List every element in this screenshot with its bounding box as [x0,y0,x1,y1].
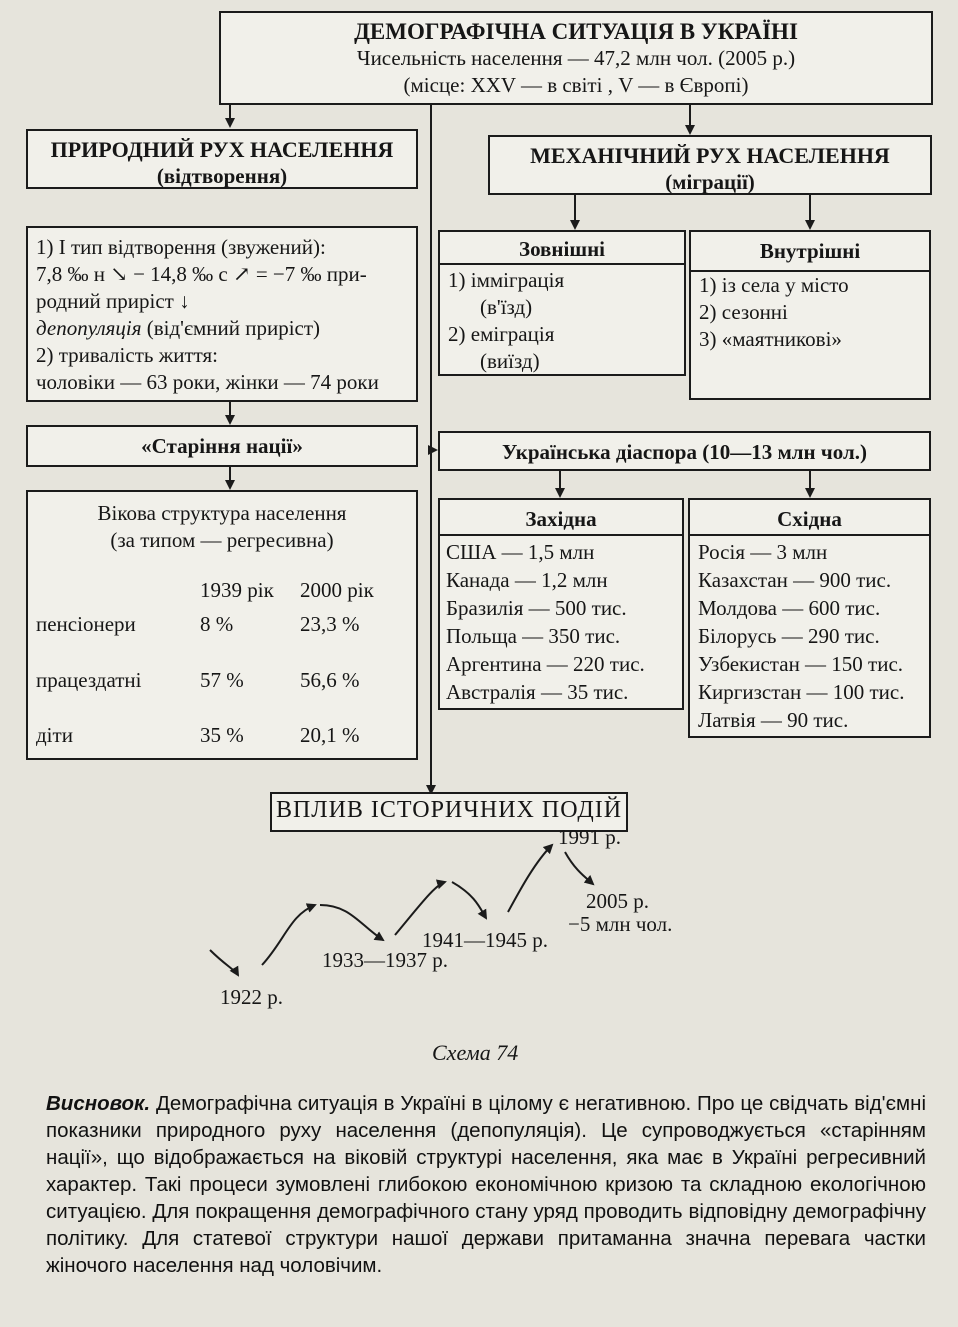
east-latvia: Латвія — 90 тис. [698,708,849,732]
emigration-note: (виїзд) [480,349,540,373]
diaspora-box [438,431,931,471]
age-structure-subtitle: (за типом — регресивна) [110,528,334,552]
population-loss: −5 млн чол. [568,912,673,936]
east-belarus: Білорусь — 290 тис. [698,624,880,648]
depopulation-line [36,315,408,342]
natural-movement-box [26,129,418,189]
pensioners-1939: 8 % [200,612,234,636]
natural-growth: родний приріст ↓ [36,289,190,313]
diaspora-title: Українська діаспора (10—13 млн чол.) [502,440,867,464]
seasonal-item: 2) сезонні [699,300,788,324]
mechanical-movement-subtitle: (міграції) [665,170,755,194]
schema-caption: Схема 74 [432,1040,519,1065]
event-1933-1937: 1933—1937 р. [322,948,448,972]
mechanical-movement-title: МЕХАНІЧНИЙ РУХ НАСЕЛЕННЯ [530,143,890,168]
east-uzbekistan: Узбекистан — 150 тис. [698,652,904,676]
conclusion-paragraph [46,1090,926,1279]
west-canada: Канада — 1,2 млн [446,568,608,592]
west-argentina: Аргентина — 220 тис. [446,652,645,676]
pensioners-2000: 23,3 % [300,612,360,636]
mechanical-movement-box [488,135,932,195]
natural-movement-title: ПРИРОДНИЙ РУХ НАСЕЛЕННЯ [50,137,394,162]
east-kyrgyzstan: Киргизстан — 100 тис. [698,680,905,704]
row-label-workers: працездатні [36,668,142,692]
rates-formula: 7,8 ‰ н ↘ − 14,8 ‰ с ↗ = −7 ‰ при- [36,262,367,286]
pendulum-item: 3) «маятникові» [699,327,842,351]
eastern-diaspora-box [688,498,931,738]
internal-migration-title: Внутрішні [759,239,861,263]
life-expectancy-label: 2) тривалість життя: [36,343,219,367]
east-kazakhstan: Казахстан — 900 тис. [698,568,892,592]
natural-details-box [26,226,418,402]
aging-title: «Старіння нації» [141,434,303,458]
event-1941-1945: 1941—1945 р. [422,928,548,952]
children-1939: 35 % [200,723,244,747]
rank-text: (місце: XXV — в світі , V — в Європі) [403,73,749,97]
west-poland: Польща — 350 тис. [446,624,621,648]
row-label-children: діти [36,723,73,747]
depopulation-term: депопуляція [36,316,142,340]
age-structure-title: Вікова структура населення [97,501,347,525]
immigration-note: (в'їзд) [480,295,533,319]
workers-1939: 57 % [200,668,244,692]
event-2005: 2005 р. [586,889,649,913]
population-text: Чисельність населення — 47,2 млн чол. (2005 р.) [356,46,796,70]
internal-migration-box [689,230,931,400]
natural-movement-subtitle: (відтворення) [156,164,288,188]
life-expectancy-values: чоловіки — 63 роки, жінки — 74 роки [36,370,379,394]
children-2000: 20,1 % [300,723,360,747]
immigration-item: 1) імміграція [448,268,565,292]
diagram-title: ДЕМОГРАФІЧНА СИТУАЦІЯ В УКРАЇНІ [354,19,798,44]
conclusion-text: Демографічна ситуація в Україні в цілому є негативною. Про це свідчать від'ємні показники природного руху населення (депопуляція). Це супроводжується «старінням нації», що відображається на віковій структурі населення, яка має в Україні регресивний характер. Такі процеси зумовлені глибокою економічною кризою та складною екологічною ситуацією. Для покращення демографічного стану уряд проводить відповідну демографічну політику. Для статевої структури нашої держави притаманна значна перевага частки жіночого населення над чоловічим. [46,1092,926,1277]
east-russia: Росія — 3 млн [698,540,828,564]
depopulation-note: (від'ємний приріст) [141,316,321,340]
west-australia: Австралія — 35 тис. [446,680,629,704]
workers-2000: 56,6 % [300,668,360,692]
external-migration-box [438,230,686,376]
western-diaspora-title: Західна [440,500,682,536]
row-label-pensioners: пенсіонери [36,612,136,636]
header-box [219,11,933,105]
emigration-item: 2) еміграція [448,322,555,346]
event-1922: 1922 р. [220,985,283,1009]
eastern-diaspora-title: Східна [690,500,929,536]
rural-urban-item: 1) із села у місто [699,273,849,297]
east-moldova: Молдова — 600 тис. [698,596,881,620]
age-structure-box [26,490,418,760]
western-diaspora-box [438,498,684,710]
west-brazil: Бразилія — 500 тис. [446,596,627,620]
year-2000-header: 2000 рік [300,578,374,602]
west-usa: США — 1,5 млн [446,540,595,564]
event-1991: 1991 р. [558,825,621,849]
external-migration-title: Зовнішні [440,232,684,265]
conclusion-lead: Висновок. [46,1092,151,1115]
historical-events-title: ВПЛИВ ІСТОРИЧНИХ ПОДІЙ [275,797,623,823]
year-1939-header: 1939 рік [200,578,274,602]
reproduction-type: 1) І тип відтворення (звужений): [36,235,326,259]
aging-box [26,425,418,467]
